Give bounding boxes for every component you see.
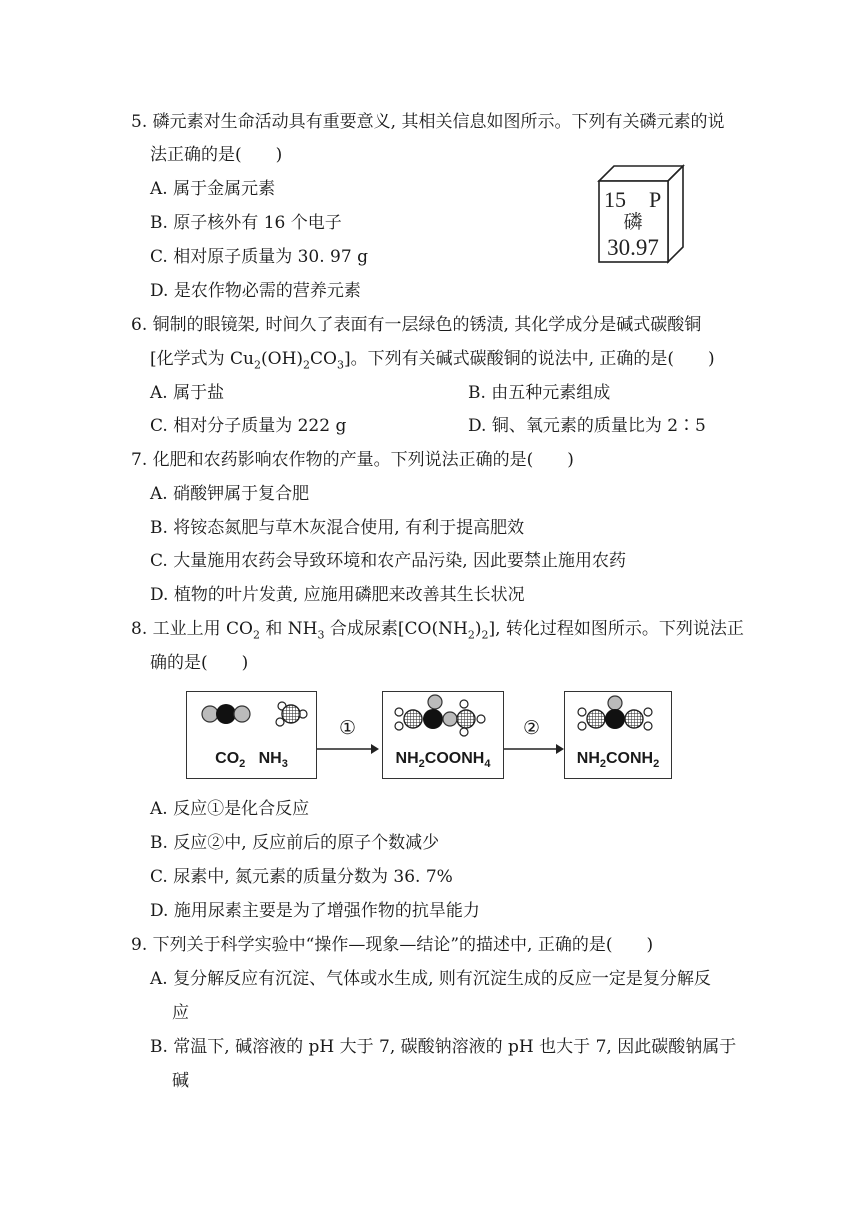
intermediate-box [382,691,504,779]
q5-option-a: A. 属于金属元素 [150,179,276,199]
q6-stem-line1: 铜制的眼镜架, 时间久了表面有一层绿色的锈渍, 其化学成分是碱式碳酸铜 [152,315,702,335]
q5-number: 5. [131,112,148,132]
reaction-1-label: ① [339,717,357,739]
q8-option-b: B. 反应②中, 反应前后的原子个数减少 [150,833,440,853]
oxygen-atom [202,706,218,722]
q7-option-a: A. 硝酸钾属于复合肥 [150,484,310,504]
atomic-mass: 30.97 [607,235,659,260]
q8-option-c: C. 尿素中, 氮元素的质量分数为 36. 7% [150,867,453,887]
q9-option-b-line1: B. 常温下, 碱溶液的 pH 大于 7, 碳酸钠溶液的 pH 也大于 7, 因此碳酸钠属于 [150,1037,737,1057]
q8-stem-line2: 确的是( ) [150,653,249,673]
reactants-box [186,691,317,779]
phosphorus-element-card [597,164,685,264]
q5-stem-line1: 磷元素对生命活动具有重要意义, 其相关信息如图所示。下列有关磷元素的说 [152,112,725,132]
q7-option-d: D. 植物的叶片发黄, 应施用磷肥来改善其生长状况 [150,585,525,605]
element-card-box [597,164,685,264]
q9-option-a-line1: A. 复分解反应有沉淀、气体或水生成, 则有沉淀生成的反应一定是复分解反 [150,969,711,989]
q7-stem-text: 化肥和农药影响农作物的产量。下列说法正确的是( ) [152,450,574,470]
intermediate-label: $NH_2COONH_4$ [395,750,491,771]
reactant-molecules [187,692,316,742]
q6-option-d: D. 铜、氧元素的质量比为 2∶5 [468,416,706,436]
q7-option-c: C. 大量施用农药会导致环境和农产品污染, 因此要禁止施用农药 [150,551,627,571]
q7-number: 7. [131,450,148,470]
atomic-number: 15 [604,187,626,212]
q5-option-c: C. 相对原子质量为 30. 97 g [150,247,368,267]
q9-stem [131,933,653,957]
q5-stem-line2: 法正确的是( ) [150,145,283,165]
q8-stem [131,617,744,641]
intermediate-molecule [383,692,503,742]
q8-number: 8. [131,619,148,639]
q6-option-a: A. 属于盐 [150,383,225,403]
reaction-2-label: ② [523,717,541,739]
q7-option-b: B. 将铵态氮肥与草木灰混合使用, 有利于提高肥效 [150,518,525,538]
element-name: 磷 [623,211,643,233]
urea-molecule [565,692,671,742]
arrow-1-icon [317,743,379,755]
q8-option-a: A. 反应①是化合反应 [150,799,310,819]
element-symbol: P [649,187,662,212]
arrow-2-icon [504,743,564,755]
q6-option-b: B. 由五种元素组成 [468,383,611,403]
oxygen-atom [234,706,250,722]
q9-option-a-line2: 应 [172,1003,189,1023]
q9-number: 9. [131,935,148,955]
q8-stem-line1: 工业上用 $CO_2$ 和 $NH_3$ 合成尿素$[CO(NH_2)_2]$, 转化过程如图所示。下列说法正 [152,619,744,642]
q6-stem-line2: [化学式为 $Cu_2(OH)_2CO_3$]。下列有关碱式碳酸铜的说法中, 正确的是( ) [150,349,715,372]
carbon-atom [216,704,236,724]
q9-option-b-line2: 碱 [172,1071,189,1091]
q5-stem [131,110,724,134]
reactants-label: $CO_2$ $NH_3$ [215,750,288,771]
product-label: $NH_2CONH_2$ [576,750,660,771]
q8-option-d: D. 施用尿素主要是为了增强作物的抗旱能力 [150,901,480,921]
q6-stem [131,313,701,337]
q7-stem [131,448,574,472]
q6-option-c: C. 相对分子质量为 222 g [150,416,347,436]
product-box [564,691,672,779]
urea-synthesis-diagram [186,689,676,781]
q5-option-d: D. 是农作物必需的营养元素 [150,281,361,301]
q5-option-b: B. 原子核外有 16 个电子 [150,213,342,233]
q6-number: 6. [131,315,148,335]
nitrogen-atom [282,705,300,723]
q9-stem-text: 下列关于科学实验中“操作—现象—结论”的描述中, 正确的是( ) [152,935,654,955]
